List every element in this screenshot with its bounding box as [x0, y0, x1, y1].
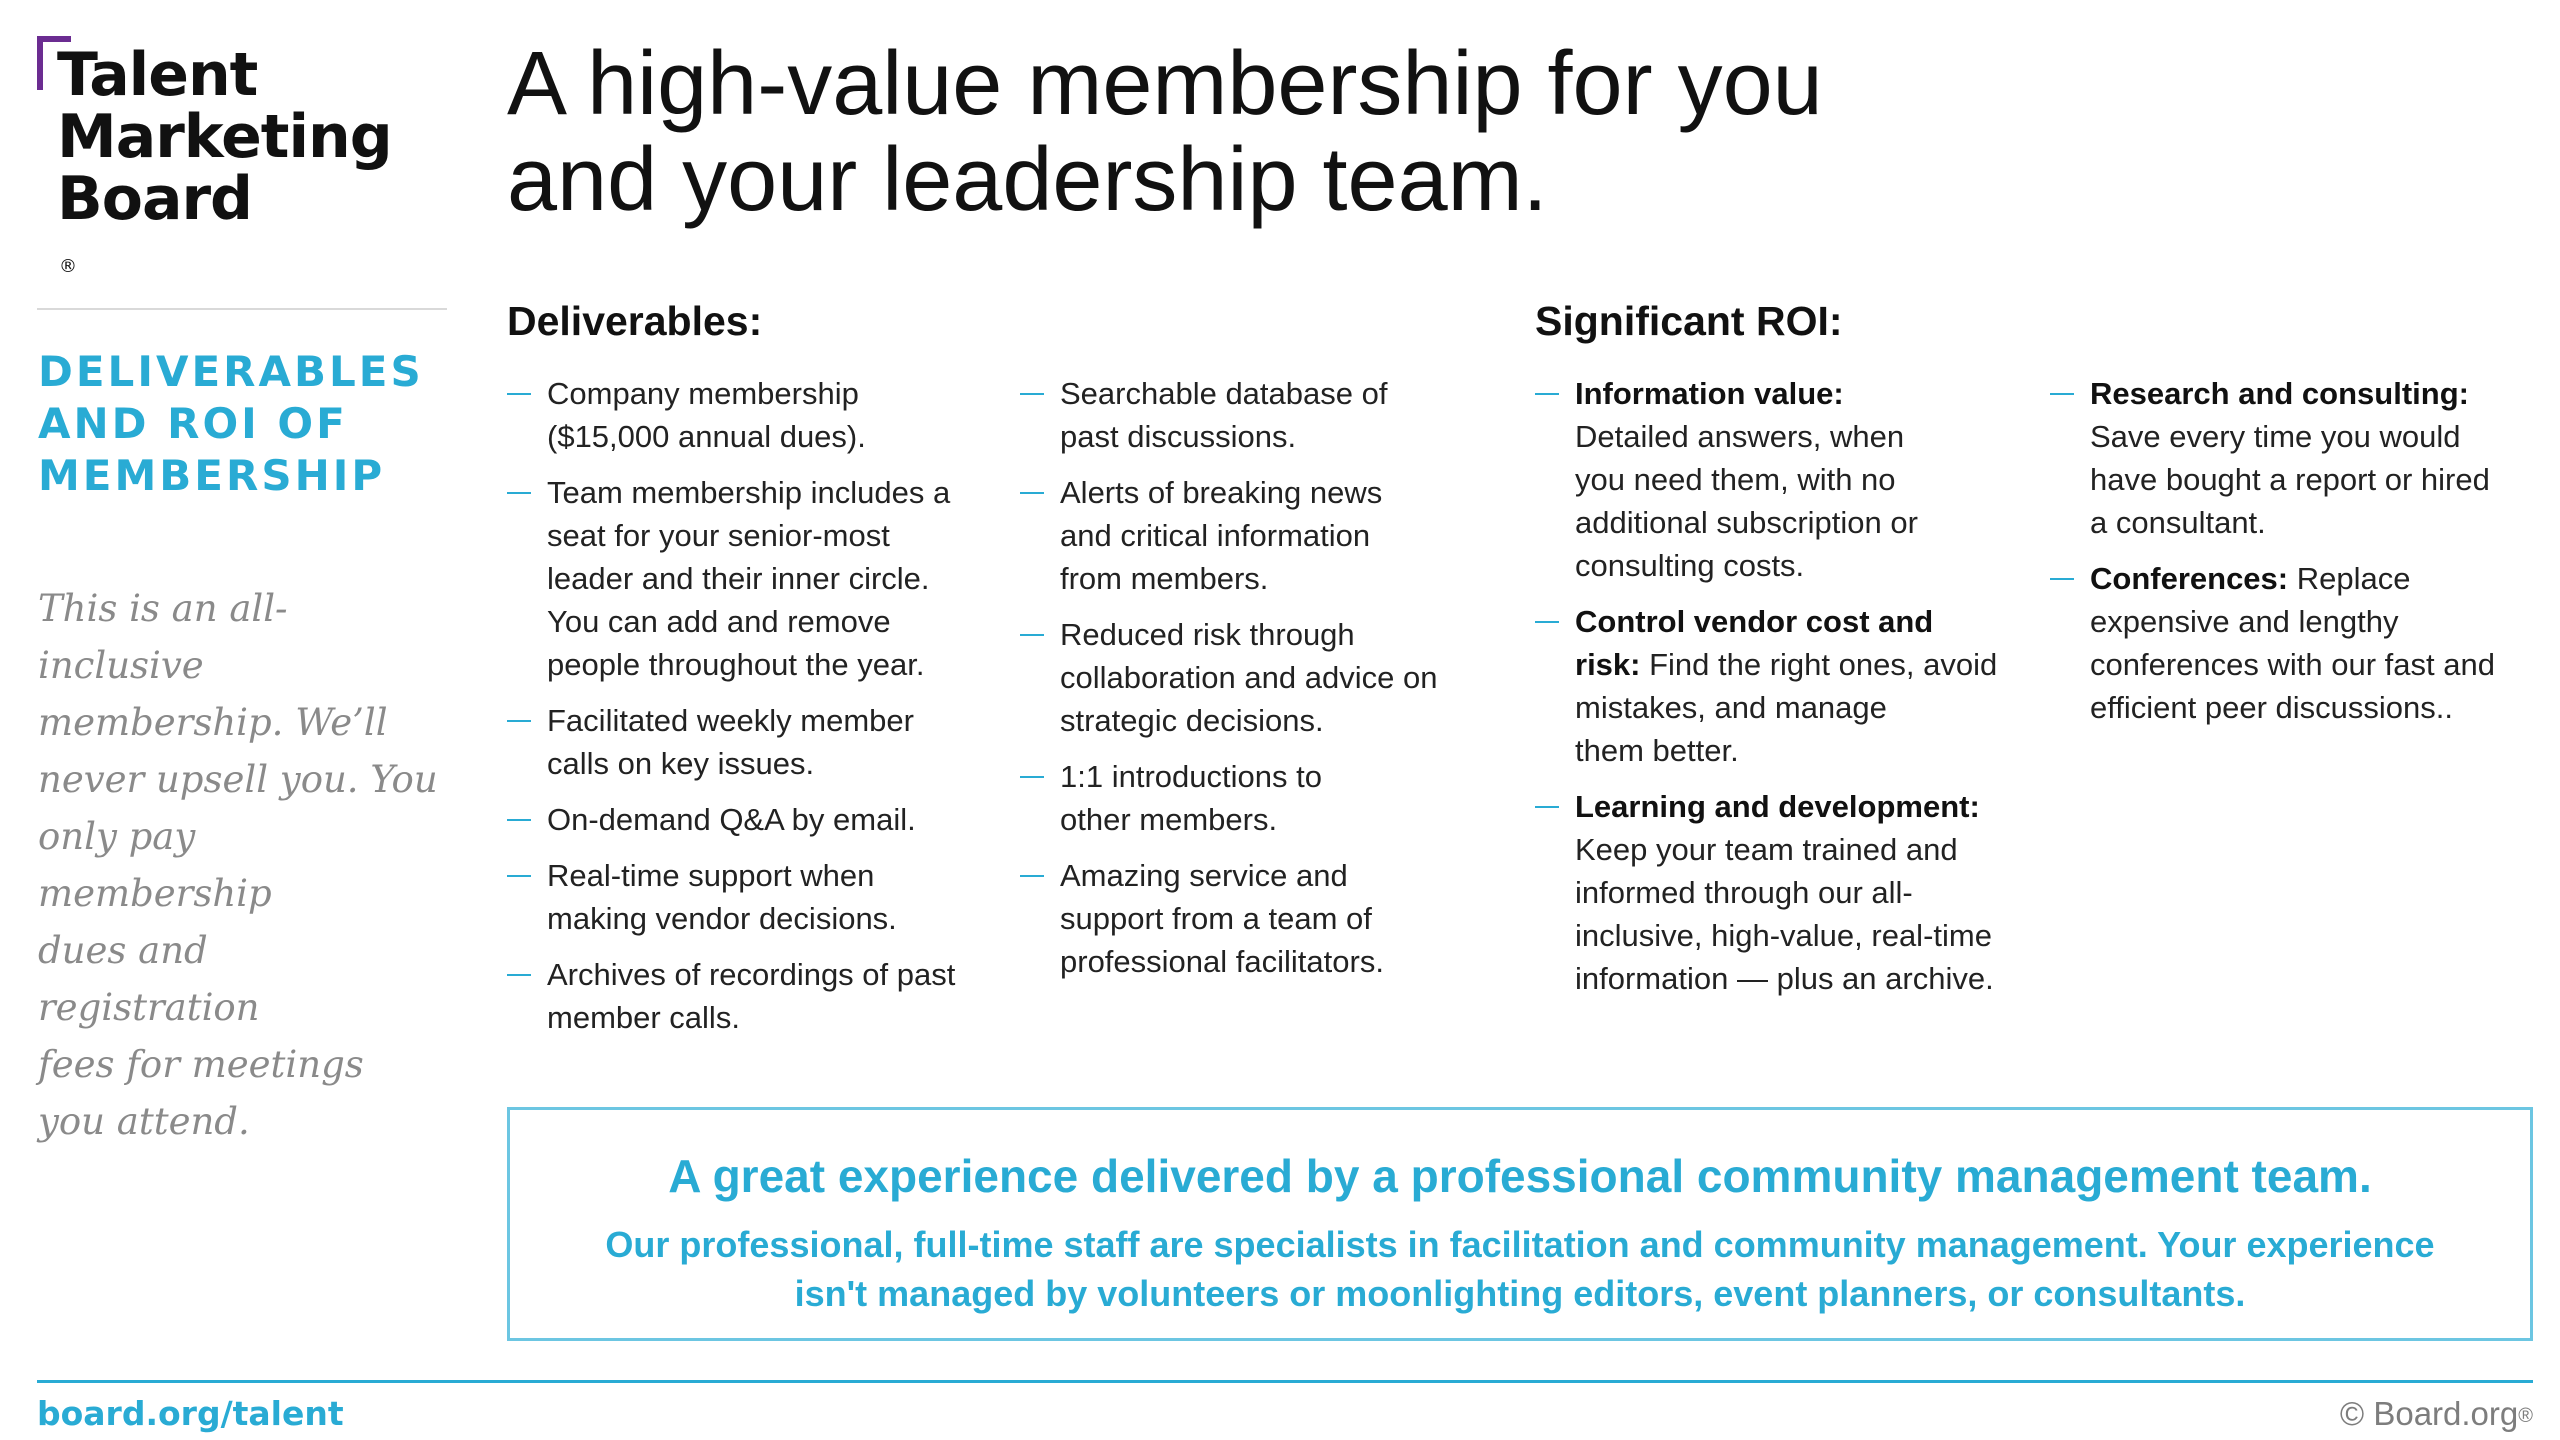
- intro-line: This is an all-inclusive: [38, 587, 288, 687]
- item-line: strategic decisions.: [1060, 703, 1324, 738]
- list-item: [1020, 854, 1500, 983]
- item-line: Archives of recordings of past: [547, 957, 956, 992]
- section-label: [38, 346, 458, 502]
- callout-title: A great experience delivered by a professional community management team.: [668, 1150, 2372, 1202]
- dash-bullet-icon: [1535, 393, 1559, 395]
- item-line: have bought a report or hired: [2090, 462, 2490, 497]
- item-text: Find the right ones, avoid: [1640, 647, 1998, 682]
- item-line: Company membership: [547, 376, 859, 411]
- footer-copyright-text: © Board.org: [2339, 1395, 2519, 1432]
- footer-url-link[interactable]: board.org/talent: [37, 1394, 344, 1433]
- item-line: 1:1 introductions to: [1060, 759, 1322, 794]
- item-line: calls on key issues.: [547, 746, 815, 781]
- item-bold-label: Control vendor cost and: [1575, 604, 1934, 639]
- page-title-line: A high-value membership for you: [507, 34, 1823, 134]
- item-line: leader and their inner circle.: [547, 561, 930, 596]
- item-bold-label: risk:: [1575, 647, 1641, 682]
- item-line: member calls.: [547, 1000, 740, 1035]
- dash-bullet-icon: [1020, 875, 1044, 877]
- item-line: other members.: [1060, 802, 1278, 837]
- logo-wordmark: [57, 40, 392, 292]
- page-title: [507, 36, 2407, 228]
- list-item: [1020, 755, 1500, 841]
- item-line: Alerts of breaking news: [1060, 475, 1383, 510]
- item-line: from members.: [1060, 561, 1269, 596]
- section-label-line: DELIVERABLES: [38, 347, 424, 396]
- roi-column-2: [2050, 372, 2530, 742]
- logo-line-2: Marketing: [57, 102, 392, 172]
- callout-body: [510, 1220, 2530, 1318]
- callout-body-line: isn't managed by volunteers or moonlighting editors, event planners, or consultants.: [794, 1273, 2246, 1314]
- list-item: [507, 699, 987, 785]
- deliverables-column-1: [507, 372, 987, 1052]
- logo-registered-mark: ®: [59, 256, 76, 277]
- item-line: and critical information: [1060, 518, 1371, 553]
- intro-line: you attend.: [38, 1100, 250, 1143]
- callout-body-line: Our professional, full-time staff are specialists in facilitation and community management. Your experience: [605, 1224, 2435, 1265]
- item-line: [1575, 643, 2015, 686]
- item-bold-label: Research and consulting:: [2090, 376, 2469, 411]
- item-line: efficient peer discussions..: [2090, 690, 2454, 725]
- dash-bullet-icon: [1020, 393, 1044, 395]
- item-line: seat for your senior-most: [547, 518, 890, 553]
- item-line: making vendor decisions.: [547, 901, 897, 936]
- dash-bullet-icon: [2050, 578, 2074, 580]
- item-line: information — plus an archive.: [1575, 961, 1994, 996]
- item-line: them better.: [1575, 733, 1739, 768]
- item-line: Team membership includes a: [547, 475, 951, 510]
- item-line: [2090, 557, 2530, 600]
- footer-divider: [37, 1380, 2533, 1383]
- item-line: people throughout the year.: [547, 647, 925, 682]
- list-item: [1020, 471, 1500, 600]
- item-line: collaboration and advice on: [1060, 660, 1438, 695]
- intro-line: never upsell you. You: [38, 758, 438, 801]
- item-line: informed through our all-: [1575, 875, 1913, 910]
- page-title-line: and your leadership team.: [507, 130, 1548, 230]
- dash-bullet-icon: [1020, 634, 1044, 636]
- item-line: Amazing service and: [1060, 858, 1348, 893]
- item-bold-label: Information value:: [1575, 376, 1844, 411]
- item-line: Searchable database of: [1060, 376, 1388, 411]
- dash-bullet-icon: [2050, 393, 2074, 395]
- intro-text: [38, 580, 438, 1150]
- item-line: Real-time support when: [547, 858, 875, 893]
- dash-bullet-icon: [507, 393, 531, 395]
- list-item: [1535, 600, 2015, 772]
- item-line: conferences with our fast and: [2090, 647, 2495, 682]
- footer-copyright: [2340, 1394, 2533, 1434]
- item-line: support from a team of: [1060, 901, 1372, 936]
- item-line: Keep your team trained and: [1575, 832, 1958, 867]
- item-line: professional facilitators.: [1060, 944, 1384, 979]
- footer-registered-mark: ®: [2518, 1405, 2533, 1427]
- list-item: [507, 471, 987, 686]
- dash-bullet-icon: [507, 974, 531, 976]
- intro-line: only pay membership: [38, 815, 272, 915]
- logo-line-1: Talent: [57, 40, 258, 110]
- sidebar-divider: [37, 308, 447, 310]
- callout-box: [507, 1107, 2533, 1341]
- item-line: [1575, 785, 2015, 828]
- brand-logo: [37, 36, 407, 277]
- item-bold-label: Conferences:: [2090, 561, 2289, 596]
- list-item: [1020, 613, 1500, 742]
- list-item: [507, 798, 987, 841]
- deliverables-column-2: [1020, 372, 1500, 996]
- dash-bullet-icon: [507, 875, 531, 877]
- item-line: Detailed answers, when: [1575, 419, 1905, 454]
- logo-line-3: [57, 164, 392, 292]
- dash-bullet-icon: [1535, 621, 1559, 623]
- dash-bullet-icon: [507, 720, 531, 722]
- item-line: ($15,000 annual dues).: [547, 419, 866, 454]
- item-line: mistakes, and manage: [1575, 690, 1887, 725]
- list-item: [2050, 372, 2530, 544]
- list-item: [507, 854, 987, 940]
- dash-bullet-icon: [1020, 776, 1044, 778]
- list-item: [507, 953, 987, 1039]
- dash-bullet-icon: [507, 492, 531, 494]
- item-line: a consultant.: [2090, 505, 2266, 540]
- item-line: past discussions.: [1060, 419, 1297, 454]
- intro-line: fees for meetings: [38, 1043, 364, 1086]
- logo-line-3-text: Board: [57, 164, 252, 234]
- item-line: inclusive, high-value, real-time: [1575, 918, 1992, 953]
- item-line: expensive and lengthy: [2090, 604, 2399, 639]
- item-line: [1575, 600, 2015, 643]
- item-line: Reduced risk through: [1060, 617, 1355, 652]
- item-text: Replace: [2288, 561, 2411, 596]
- item-line: [1575, 372, 2015, 415]
- section-label-line: MEMBERSHIP: [38, 451, 386, 500]
- intro-line: dues and registration: [38, 929, 260, 1029]
- item-line: You can add and remove: [547, 604, 891, 639]
- list-item: [1535, 372, 2015, 587]
- item-line: [2090, 372, 2530, 415]
- list-item: [507, 372, 987, 458]
- dash-bullet-icon: [1535, 806, 1559, 808]
- deliverables-heading: Deliverables:: [507, 298, 763, 344]
- dash-bullet-icon: [507, 819, 531, 821]
- intro-line: membership. We’ll: [38, 701, 388, 744]
- item-line: Save every time you would: [2090, 419, 2461, 454]
- item-line: additional subscription or: [1575, 505, 1918, 540]
- dash-bullet-icon: [1020, 492, 1044, 494]
- roi-column-1: [1535, 372, 2015, 1013]
- list-item: [2050, 557, 2530, 729]
- item-line: On-demand Q&A by email.: [547, 802, 916, 837]
- section-label-line: AND ROI OF: [38, 399, 348, 448]
- roi-heading: Significant ROI:: [1535, 298, 1843, 344]
- item-bold-label: Learning and development:: [1575, 789, 1980, 824]
- list-item: [1535, 785, 2015, 1000]
- item-line: Facilitated weekly member: [547, 703, 914, 738]
- item-line: you need them, with no: [1575, 462, 1896, 497]
- item-line: consulting costs.: [1575, 548, 1805, 583]
- list-item: [1020, 372, 1500, 458]
